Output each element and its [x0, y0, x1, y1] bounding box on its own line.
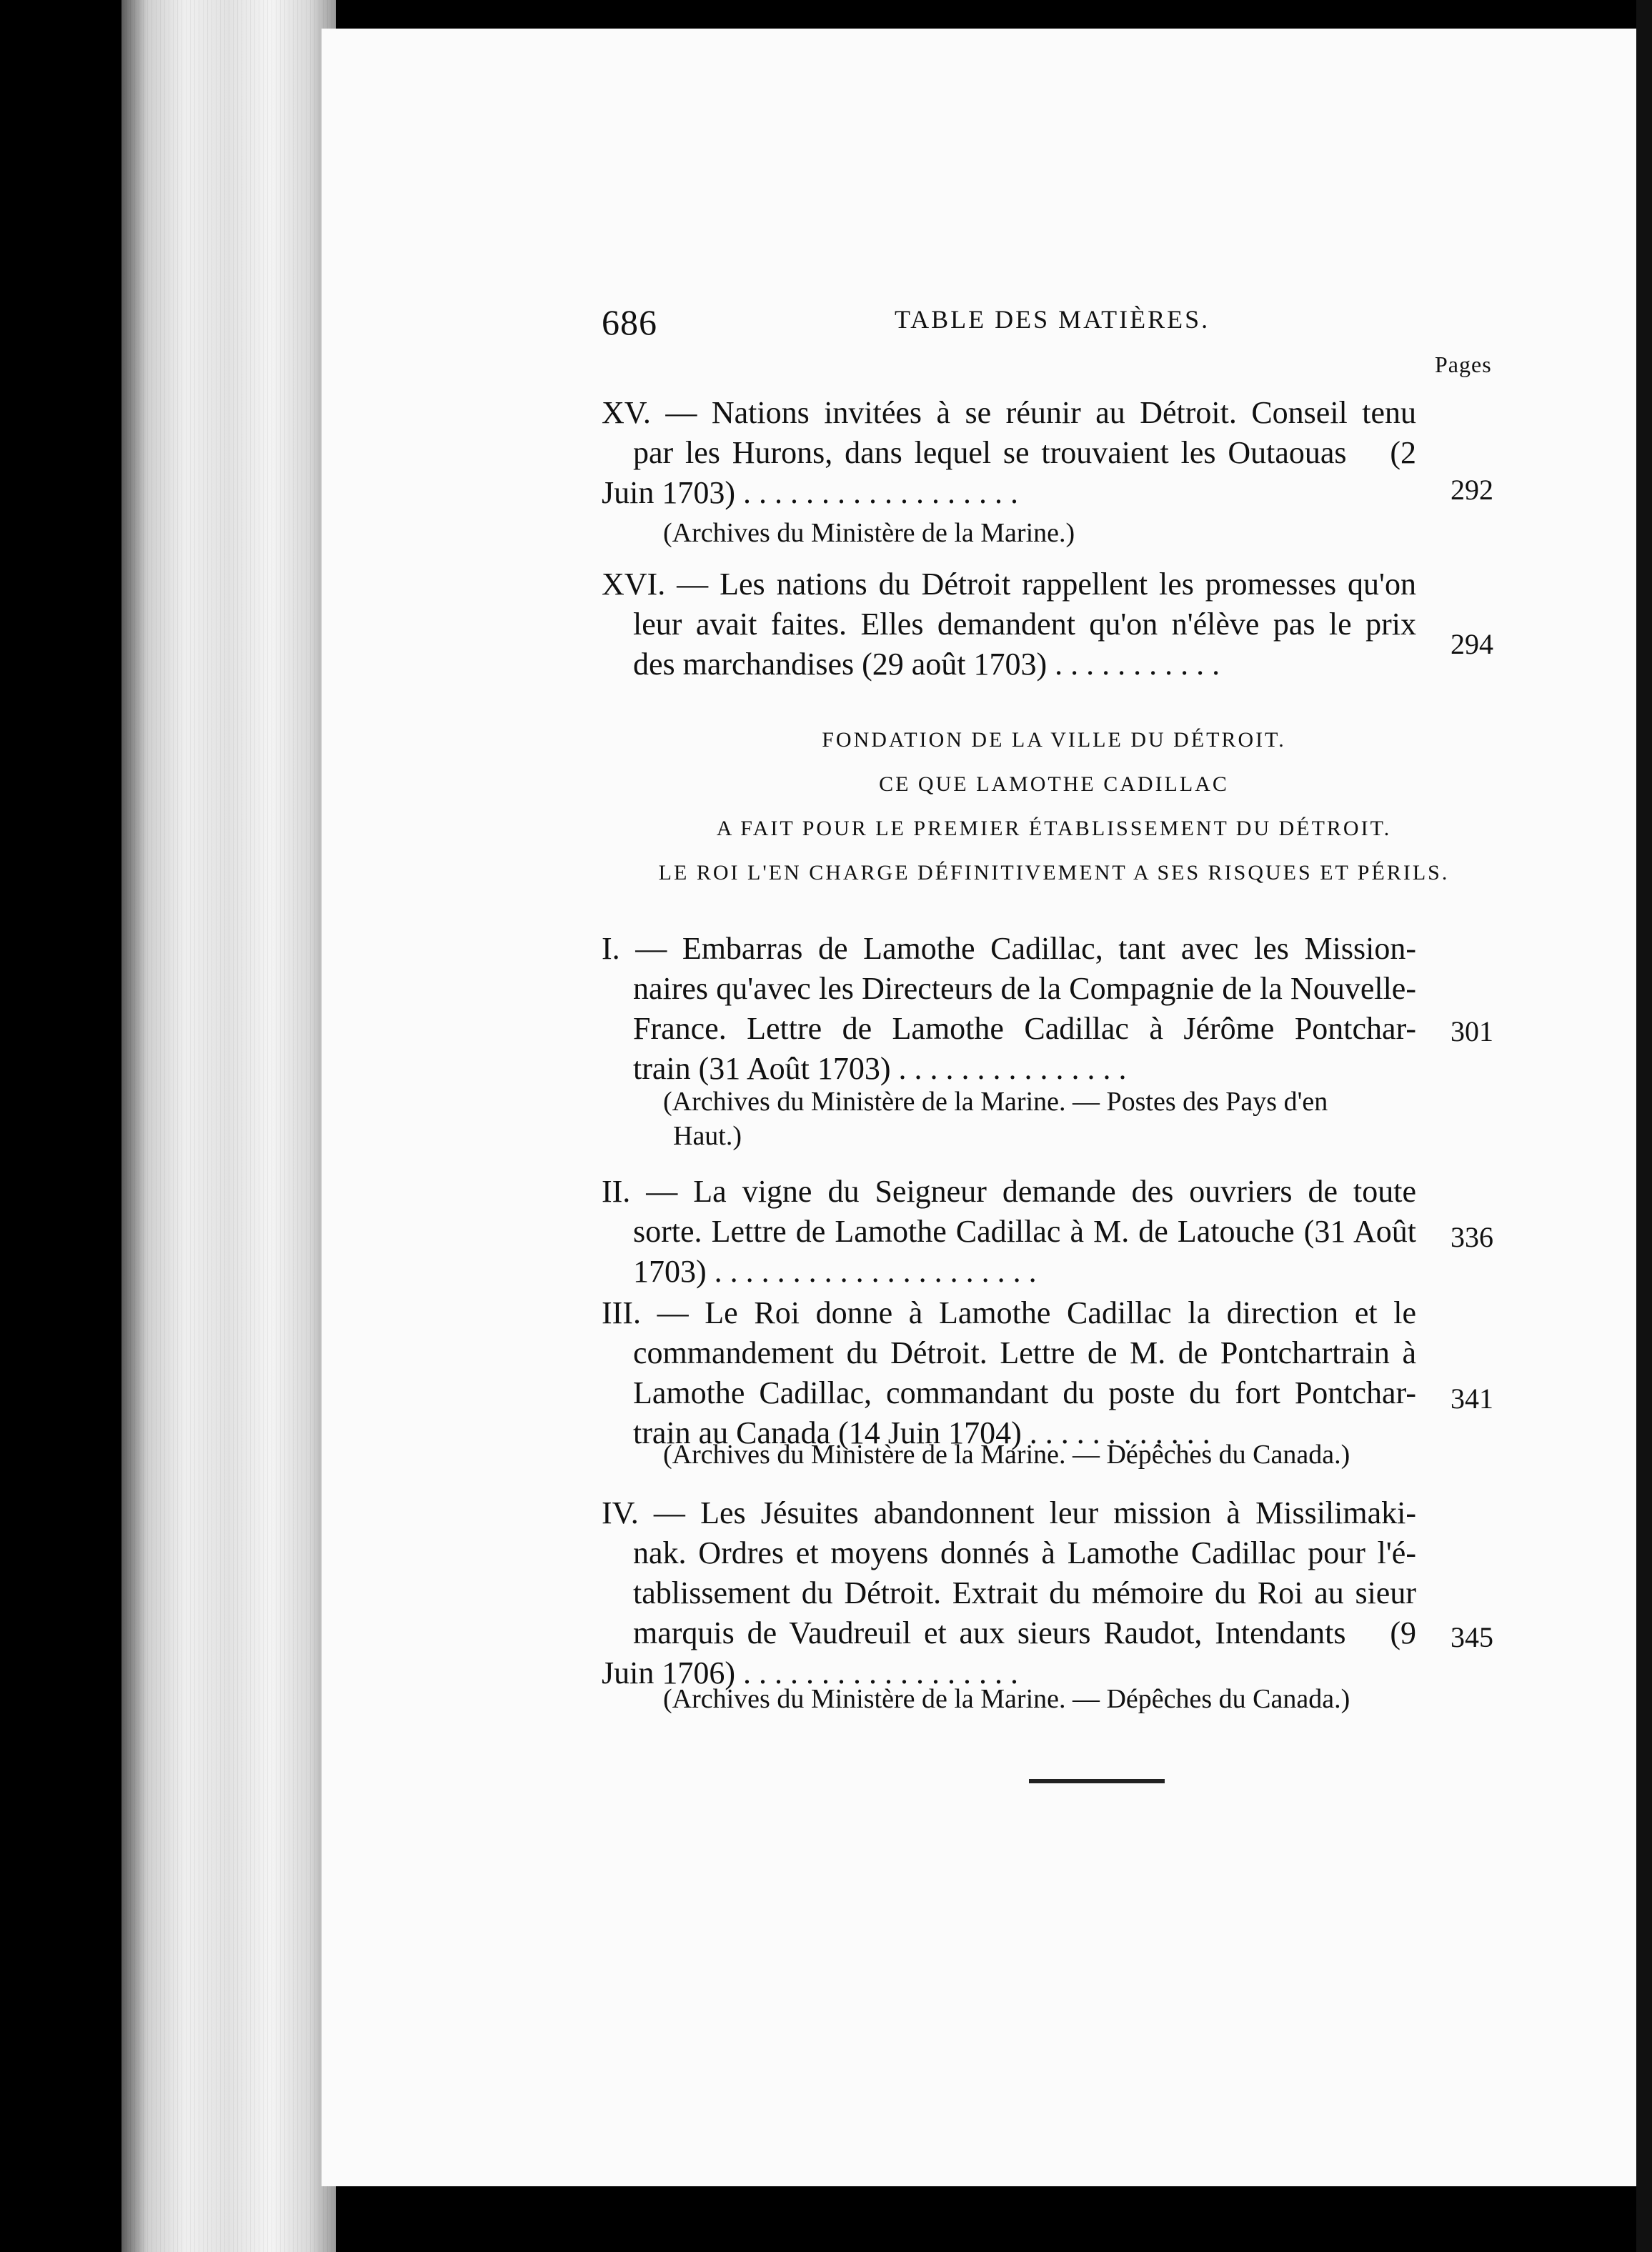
- entry-line: II. — La vigne du Seigneur demande des ouvriers de toute: [602, 1174, 1416, 1209]
- entry-line: (2 Juin 1703) . . . . . . . . . . . . . . . . . .: [602, 435, 1417, 510]
- entry-page-number: 292: [1451, 474, 1493, 506]
- entry-line: commandement du Détroit. Lettre de M. de Pontchartrain à: [633, 1335, 1416, 1370]
- entry-line: Lamothe Cadillac, commandant du poste du fort Pontchar-: [633, 1375, 1416, 1410]
- entry-line: leur avait faites. Elles demandent qu'on n'élève pas le prix: [633, 607, 1416, 642]
- entry-line: par les Hurons, dans lequel se trouvaient les Outaouas: [633, 435, 1347, 470]
- toc-entry-ii: [602, 1172, 1416, 1292]
- entry-line: 1703) . . . . . . . . . . . . . . . . . . . . .: [633, 1254, 1037, 1289]
- toc-entry-iii: [602, 1293, 1416, 1453]
- entry-page-number: 341: [1451, 1382, 1493, 1415]
- toc-entry-xv: [602, 393, 1416, 513]
- section-heading-line: FONDATION DE LA VILLE DU DÉTROIT.: [822, 728, 1286, 752]
- toc-entry-iv: [602, 1493, 1416, 1693]
- entry-line: sorte. Lettre de Lamothe Cadillac à M. de Latouche (31 Août: [633, 1214, 1416, 1249]
- entry-page-number: 294: [1451, 628, 1493, 660]
- entry-line: IV. — Les Jésuites abandonnent leur mission à Missilimaki-: [602, 1495, 1416, 1530]
- toc-entry-i: [602, 929, 1416, 1089]
- entry-page-number: 345: [1451, 1621, 1493, 1653]
- section-heading-line: CE QUE LAMOTHE CADILLAC: [879, 772, 1229, 796]
- entry-line: XV. — Nations invitées à se réunir au Détroit. Conseil tenu: [602, 395, 1416, 430]
- entry-line: I. — Embarras de Lamothe Cadillac, tant avec les Mission-: [602, 931, 1416, 966]
- archive-source: (Archives du Ministère de la Marine. — Dépêches du Canada.): [663, 1684, 1350, 1714]
- entry-line: marquis de Vaudreuil et aux sieurs Raudot, Intendants: [633, 1615, 1346, 1650]
- closing-rule: [1029, 1779, 1165, 1783]
- running-title: TABLE DES MATIÈRES.: [895, 305, 1210, 334]
- section-heading: [643, 718, 1465, 895]
- archive-source: (Archives du Ministère de la Marine.): [663, 518, 1075, 548]
- entry-line: France. Lettre de Lamothe Cadillac à Jérôme Pontchar-: [633, 1011, 1416, 1046]
- page-number: 686: [602, 302, 657, 342]
- entry-line: train au Canada (14 Juin 1704) . . . . . . . . . . . .: [633, 1415, 1210, 1450]
- archive-source: (Archives du Ministère de la Marine. — Dépêches du Canada.): [663, 1440, 1350, 1470]
- entry-line: train (31 Août 1703) . . . . . . . . . . . . . . .: [633, 1051, 1127, 1086]
- page-header: [602, 297, 1459, 354]
- section-heading-line: A FAIT POUR LE PREMIER ÉTABLISSEMENT DU DÉTROIT.: [716, 817, 1392, 840]
- pages-column-label: Pages: [1435, 352, 1492, 377]
- section-heading-line: LE ROI L'EN CHARGE DÉFINITIVEMENT A SES RISQUES ET PÉRILS.: [658, 861, 1450, 885]
- entry-line: nak. Ordres et moyens donnés à Lamothe Cadillac pour l'é-: [633, 1535, 1416, 1570]
- scan-border: [1636, 0, 1652, 2252]
- entry-line: tablissement du Détroit. Extrait du mémoire du Roi au sieur: [633, 1575, 1416, 1610]
- entry-line: des marchandises (29 août 1703) . . . . . . . . . . .: [633, 647, 1220, 682]
- toc-entry-xvi: [602, 564, 1416, 684]
- entry-page-number: 301: [1451, 1015, 1493, 1047]
- entry-line: III. — Le Roi donne à Lamothe Cadillac la direction et le: [602, 1295, 1416, 1330]
- entry-line: naires qu'avec les Directeurs de la Compagnie de la Nouvelle-: [633, 971, 1416, 1006]
- archive-source-line: (Archives du Ministère de la Marine. — Postes des Pays d'en: [663, 1087, 1328, 1117]
- entry-line: XVI. — Les nations du Détroit rappellent les promesses qu'on: [602, 567, 1416, 602]
- entry-page-number: 336: [1451, 1221, 1493, 1253]
- archive-source: [663, 1085, 1449, 1153]
- entry-line: (9 Juin 1706) . . . . . . . . . . . . . . . . . .: [602, 1615, 1416, 1690]
- archive-source-line: Haut.): [673, 1121, 742, 1151]
- page-edge-texture: [121, 0, 336, 2252]
